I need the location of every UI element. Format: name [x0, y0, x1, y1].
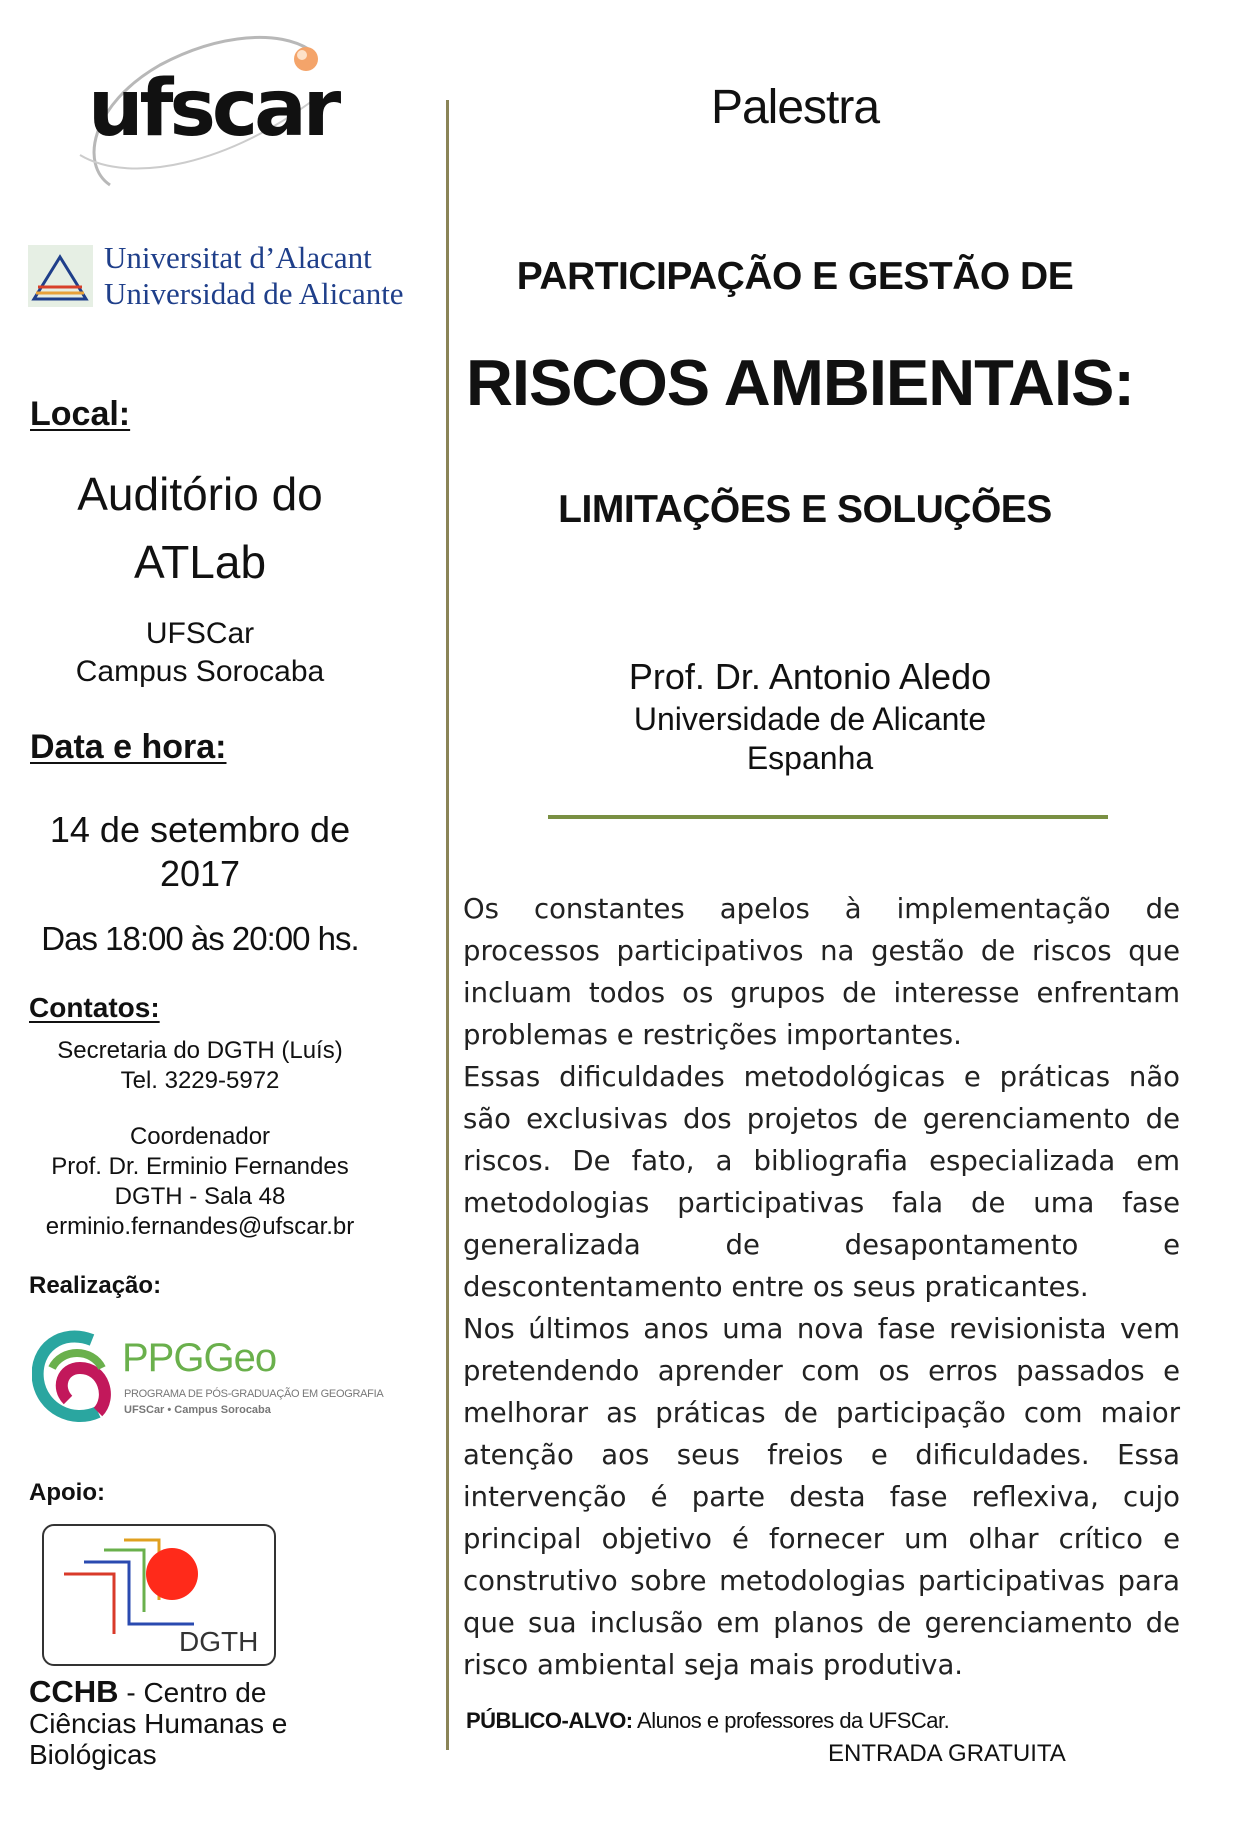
abstract-text: [463, 888, 1180, 1686]
title-line-2: RISCOS AMBIENTAIS:: [465, 346, 1135, 419]
date-heading: Data e hora:: [30, 728, 227, 766]
apoio-heading: Apoio:: [29, 1479, 105, 1506]
speaker-name: Prof. Dr. Antonio Aledo: [628, 656, 992, 697]
abstract-paragraph-3: Nos últimos anos uma nova fase revisionista vem pretendendo aprender com os erros passados e melhorar as práticas de participação com maior atenção aos seus freios e dificuldades. Essa intervenção é parte desta fase reflexiva, cujo principal objetivo é fornecer um olhar crítico e construtivo sobre metodologias participativas para que sua inclusão em planos de gerenciamento de risco ambiental seja mais produtiva.: [463, 1313, 1180, 1681]
cchb-name: [29, 1676, 287, 1770]
audience-line: [466, 1708, 949, 1734]
audience-label: PÚBLICO-ALVO:: [466, 1708, 633, 1733]
contacts-heading: Contatos:: [29, 992, 160, 1023]
contact-email[interactable]: erminio.fernandes@ufscar.br: [45, 1213, 355, 1240]
ppggeo-logo: [32, 1328, 384, 1428]
abstract-paragraph-2: Essas dificuldades metodológicas e práticas não são exclusivas dos projetos de gerenciamento de riscos. De fato, a bibliografia especializada em metodologias participativas fala de uma fase generalizada de desapontamento e descontentamento entre os seus praticantes.: [463, 1061, 1180, 1303]
local-heading: Local:: [30, 395, 131, 433]
free-entry: ENTRADA GRATUITA: [828, 1740, 1066, 1767]
realizacao-heading: Realização:: [29, 1272, 162, 1299]
cchb-acronym: CCHB: [29, 1674, 119, 1709]
local-venue-line2: ATLab: [133, 536, 267, 588]
cchb-name-part3: Biológicas: [29, 1739, 157, 1770]
alicante-emblem-icon: [28, 245, 93, 307]
ufscar-logo-text: ufscar: [88, 64, 338, 154]
speaker-university: Universidade de Alicante: [633, 701, 987, 737]
dgth-logo: [42, 1524, 276, 1666]
abstract-paragraph-1: Os constantes apelos à implementação de processos participativos na gestão de riscos que incluam todos os grupos de interesse enfrentam problemas e restrições importantes.: [463, 893, 1180, 1051]
local-campus-line1: UFSCar: [145, 617, 255, 650]
ppggeo-campus: UFSCar • Campus Sorocaba: [124, 1404, 271, 1416]
audience-text: Alunos e professores da UFSCar.: [632, 1708, 950, 1733]
ufscar-logo: [70, 15, 360, 195]
dgth-label: DGTH: [179, 1626, 259, 1657]
title-line-3: LIMITAÇÕES E SOLUÇÕES: [558, 488, 1052, 531]
event-time: Das 18:00 às 20:00 hs.: [41, 920, 359, 957]
contacts-block: [20, 1036, 380, 1242]
contact-office: DGTH - Sala 48: [114, 1183, 286, 1210]
event-date: [30, 808, 370, 896]
contact-secretary: Secretaria do DGTH (Luís): [57, 1037, 343, 1064]
speaker-block: [540, 655, 1080, 777]
alicante-name-valencian: Universitat d’Alacant: [104, 240, 372, 275]
local-venue-line1: Auditório do: [77, 468, 323, 520]
ppggeo-subtitle: PROGRAMA DE PÓS-GRADUAÇÃO EM GEOGRAFIA: [124, 1388, 384, 1400]
column-divider: [446, 100, 449, 1750]
contact-phone: Tel. 3229-5972: [120, 1067, 280, 1094]
contact-coordinator: Prof. Dr. Erminio Fernandes: [51, 1153, 349, 1180]
contact-role: Coordenador: [129, 1123, 271, 1150]
section-divider: [548, 815, 1108, 819]
event-type: Palestra: [710, 81, 880, 134]
title-line-1: PARTICIPAÇÃO E GESTÃO DE: [516, 255, 1074, 298]
alicante-name-spanish: Universidad de Alicante: [104, 276, 404, 311]
event-date-line2: 2017: [159, 853, 241, 894]
cchb-name-part1: - Centro de: [118, 1677, 267, 1708]
cchb-name-part2: Ciências Humanas e: [29, 1708, 288, 1739]
local-venue: [30, 460, 370, 596]
local-campus: [30, 615, 370, 691]
local-campus-line2: Campus Sorocaba: [75, 655, 325, 688]
alicante-logo: [28, 240, 408, 320]
ppggeo-name: PPGGeo: [122, 1336, 277, 1380]
speaker-country: Espanha: [746, 740, 874, 776]
ppggeo-emblem-icon: [32, 1328, 114, 1424]
event-date-line1: 14 de setembro de: [49, 809, 351, 850]
